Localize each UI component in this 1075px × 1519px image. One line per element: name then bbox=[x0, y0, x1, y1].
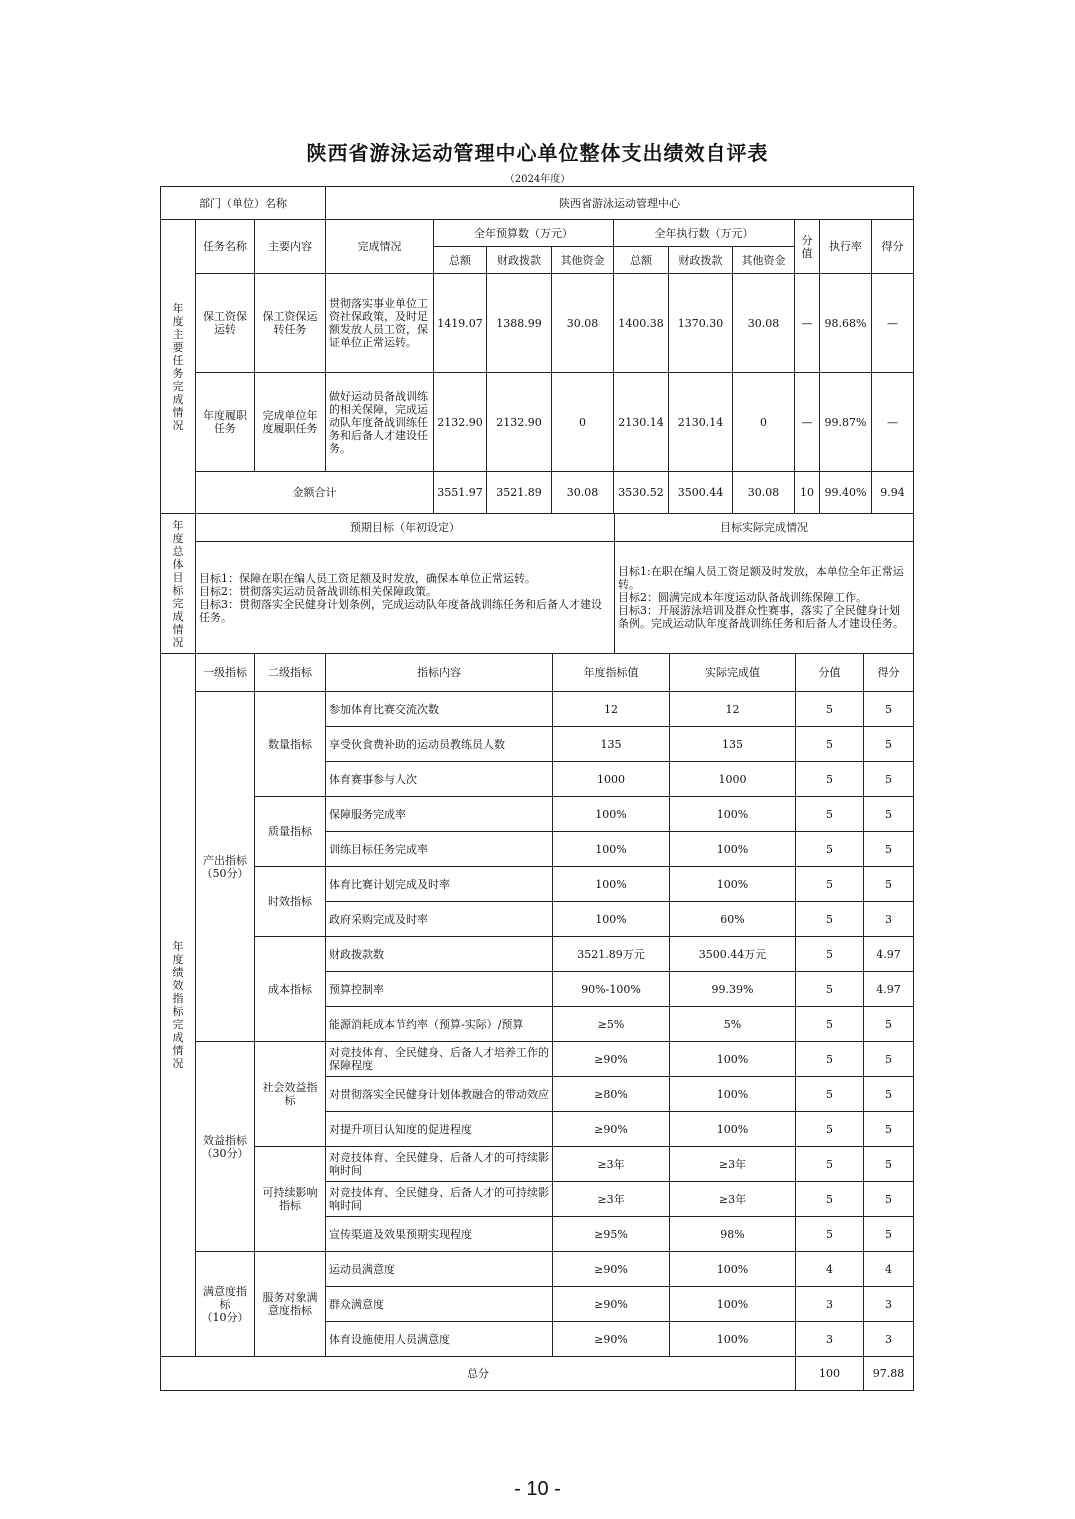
header-l2: 二级指标 bbox=[255, 654, 326, 692]
task-score: — bbox=[872, 373, 914, 472]
indicator-value: 3 bbox=[796, 1287, 864, 1322]
indicator-value: 5 bbox=[796, 1182, 864, 1217]
indicator-row bbox=[161, 1147, 914, 1182]
exec-fiscal: 1370.30 bbox=[669, 274, 733, 373]
indicator-value: 5 bbox=[796, 832, 864, 867]
l1-benefit: 效益指标 （30分） bbox=[196, 1042, 255, 1252]
task-name: 保工资保运转 bbox=[196, 274, 255, 373]
header-content: 指标内容 bbox=[326, 654, 553, 692]
indicator-score: 5 bbox=[864, 1217, 914, 1252]
indicator-value: 5 bbox=[796, 692, 864, 727]
indicator-content: 对竞技体育、全民健身、后备人才的可持续影响时间 bbox=[326, 1182, 553, 1217]
indicator-content: 享受伙食费补助的运动员教练员人数 bbox=[326, 727, 553, 762]
indicator-actual: 100% bbox=[670, 1287, 796, 1322]
task-score: — bbox=[872, 274, 914, 373]
indicator-value: 5 bbox=[796, 1112, 864, 1147]
indicator-content: 政府采购完成及时率 bbox=[326, 902, 553, 937]
indicator-content: 财政拨款数 bbox=[326, 937, 553, 972]
indicator-value: 4 bbox=[796, 1252, 864, 1287]
exec-other: 30.08 bbox=[733, 274, 795, 373]
indicator-row bbox=[161, 1042, 914, 1077]
header-l1: 一级指标 bbox=[196, 654, 255, 692]
actual-goal: 目标1:在职在编人员工资足额及时发放，本单位全年正常运转。 bbox=[618, 565, 904, 591]
indicator-content: 体育比赛计划完成及时率 bbox=[326, 867, 553, 902]
indicator-actual: 100% bbox=[670, 1042, 796, 1077]
indicator-target: 90%-100% bbox=[553, 972, 670, 1007]
indicator-target: 100% bbox=[553, 832, 670, 867]
indicator-value: 5 bbox=[796, 1077, 864, 1112]
indicator-score: 5 bbox=[864, 1042, 914, 1077]
header-exec-fiscal: 财政拨款 bbox=[669, 247, 733, 274]
l1-output: 产出指标 （50分） bbox=[196, 692, 255, 1042]
indicator-row bbox=[161, 797, 914, 832]
actual-goals bbox=[615, 542, 914, 654]
indicator-target: ≥5% bbox=[553, 1007, 670, 1042]
total-row bbox=[161, 1357, 914, 1391]
task-rate: 98.68% bbox=[820, 274, 872, 373]
indicator-score: 3 bbox=[864, 902, 914, 937]
sum-exec-other: 30.08 bbox=[733, 472, 795, 514]
total-score: 97.88 bbox=[864, 1357, 914, 1391]
expected-goal: 目标3：贯彻落实全民健身计划条例，完成运动队年度备战训练任务和后备人才建设任务。 bbox=[199, 597, 602, 624]
l2-sustainable: 可持续影响指标 bbox=[255, 1147, 326, 1252]
sum-label: 金额合计 bbox=[196, 472, 434, 514]
indicator-value: 5 bbox=[796, 867, 864, 902]
indicator-score: 4.97 bbox=[864, 937, 914, 972]
task-rate: 99.87% bbox=[820, 373, 872, 472]
header-target: 年度指标值 bbox=[553, 654, 670, 692]
indicator-content: 预算控制率 bbox=[326, 972, 553, 1007]
tasks-section-label: 年 度 主 要 任 务 完 成 情 况 bbox=[161, 220, 196, 514]
indicator-score: 5 bbox=[864, 867, 914, 902]
page-number: - 10 - bbox=[514, 1478, 561, 1500]
task-content: 保工资保运转任务 bbox=[255, 274, 326, 373]
actual-goal: 目标3：开展游泳培训及群众性赛事，落实了全民健身计划条例。完成运动队年度备战训练任务和后备人才建设任务。 bbox=[618, 604, 904, 630]
actual-goal: 目标2：圆满完成本年度运动队备战训练保障工作。 bbox=[618, 591, 867, 604]
indicator-target: ≥3年 bbox=[553, 1147, 670, 1182]
budget-fiscal: 1388.99 bbox=[487, 274, 552, 373]
expected-goals bbox=[196, 542, 615, 654]
l2-quality: 质量指标 bbox=[255, 797, 326, 867]
indicator-actual: 100% bbox=[670, 1322, 796, 1357]
l2-service-satisfaction: 服务对象满意度指标 bbox=[255, 1252, 326, 1357]
indicator-target: 12 bbox=[553, 692, 670, 727]
indicator-target: 135 bbox=[553, 727, 670, 762]
indicator-actual: 5% bbox=[670, 1007, 796, 1042]
indicator-content: 群众满意度 bbox=[326, 1287, 553, 1322]
header-budget-other: 其他资金 bbox=[552, 247, 614, 274]
task-completion: 贯彻落实事业单位工资社保政策，及时足额发放人员工资，保证单位正常运转。 bbox=[326, 274, 434, 373]
sum-score: 9.94 bbox=[872, 472, 914, 514]
indicator-target: ≥3年 bbox=[553, 1182, 670, 1217]
l2-quantity: 数量指标 bbox=[255, 692, 326, 797]
indicator-value: 5 bbox=[796, 1217, 864, 1252]
indicator-content: 训练目标任务完成率 bbox=[326, 832, 553, 867]
header-value: 分值 bbox=[796, 654, 864, 692]
task-content: 完成单位年度履职任务 bbox=[255, 373, 326, 472]
header-exec-other: 其他资金 bbox=[733, 247, 795, 274]
indicator-actual: 100% bbox=[670, 832, 796, 867]
indicator-content: 对竞技体育、全民健身、后备人才的可持续影响时间 bbox=[326, 1147, 553, 1182]
indicator-actual: 100% bbox=[670, 1252, 796, 1287]
header-completion: 完成情况 bbox=[326, 220, 434, 274]
indicator-actual: ≥3年 bbox=[670, 1182, 796, 1217]
indicator-value: 3 bbox=[796, 1322, 864, 1357]
header-actual: 实际完成值 bbox=[670, 654, 796, 692]
sum-exec-fiscal: 3500.44 bbox=[669, 472, 733, 514]
indicator-content: 对贯彻落实全民健身计划体教融合的带动效应 bbox=[326, 1077, 553, 1112]
indicator-target: 100% bbox=[553, 797, 670, 832]
total-label: 总分 bbox=[161, 1357, 796, 1391]
indicator-value: 5 bbox=[796, 797, 864, 832]
expected-goals-header: 预期目标（年初设定） bbox=[196, 514, 615, 542]
indicator-score: 5 bbox=[864, 797, 914, 832]
indicator-value: 5 bbox=[796, 937, 864, 972]
header-score-value: 分值 bbox=[795, 220, 820, 274]
indicator-row bbox=[161, 692, 914, 727]
header-exec-group: 全年执行数（万元） bbox=[614, 220, 795, 247]
indicator-score: 4 bbox=[864, 1252, 914, 1287]
budget-other: 30.08 bbox=[552, 274, 614, 373]
indicator-score: 5 bbox=[864, 727, 914, 762]
indicators-table bbox=[160, 653, 914, 1391]
indicators-section-label: 年 度 绩 效 指 标 完 成 情 况 bbox=[161, 654, 196, 1357]
task-name: 年度履职任务 bbox=[196, 373, 255, 472]
sum-budget-other: 30.08 bbox=[552, 472, 614, 514]
indicator-actual: 60% bbox=[670, 902, 796, 937]
header-budget-fiscal: 财政拨款 bbox=[487, 247, 552, 274]
indicator-score: 5 bbox=[864, 832, 914, 867]
l2-cost: 成本指标 bbox=[255, 937, 326, 1042]
unit-value: 陕西省游泳运动管理中心 bbox=[326, 187, 914, 220]
exec-fiscal: 2130.14 bbox=[669, 373, 733, 472]
indicator-actual: 100% bbox=[670, 1077, 796, 1112]
indicator-score: 5 bbox=[864, 692, 914, 727]
header-main-content: 主要内容 bbox=[255, 220, 326, 274]
header-exec-total: 总额 bbox=[614, 247, 669, 274]
indicator-target: ≥90% bbox=[553, 1112, 670, 1147]
indicator-target: ≥80% bbox=[553, 1077, 670, 1112]
indicator-actual: 98% bbox=[670, 1217, 796, 1252]
task-completion: 做好运动员备战训练的相关保障，完成运动队年度备战训练任务和后备人才建设任务。 bbox=[326, 373, 434, 472]
report-year: （2024年度） bbox=[504, 174, 571, 185]
indicator-value: 5 bbox=[796, 972, 864, 1007]
exec-total: 1400.38 bbox=[614, 274, 669, 373]
expected-goal: 目标1：保障在职在编人员工资足额及时发放，确保本单位正常运转。 bbox=[199, 571, 536, 585]
indicator-score: 3 bbox=[864, 1287, 914, 1322]
indicator-row bbox=[161, 867, 914, 902]
task-row bbox=[161, 373, 914, 472]
indicator-score: 5 bbox=[864, 1007, 914, 1042]
indicator-actual: 1000 bbox=[670, 762, 796, 797]
sum-exec-total: 3530.52 bbox=[614, 472, 669, 514]
indicator-content: 宣传渠道及效果预期实现程度 bbox=[326, 1217, 553, 1252]
indicator-actual: 100% bbox=[670, 1112, 796, 1147]
indicator-value: 5 bbox=[796, 762, 864, 797]
indicator-actual: ≥3年 bbox=[670, 1147, 796, 1182]
indicator-value: 5 bbox=[796, 902, 864, 937]
indicator-actual: 100% bbox=[670, 867, 796, 902]
indicator-actual: 99.39% bbox=[670, 972, 796, 1007]
budget-total: 1419.07 bbox=[434, 274, 487, 373]
indicator-actual: 100% bbox=[670, 797, 796, 832]
indicator-content: 参加体育比赛交流次数 bbox=[326, 692, 553, 727]
indicator-content: 对提升项目认知度的促进程度 bbox=[326, 1112, 553, 1147]
indicator-target: 3521.89万元 bbox=[553, 937, 670, 972]
exec-total: 2130.14 bbox=[614, 373, 669, 472]
indicator-content: 运动员满意度 bbox=[326, 1252, 553, 1287]
sum-budget-fiscal: 3521.89 bbox=[487, 472, 552, 514]
total-value: 100 bbox=[796, 1357, 864, 1391]
l2-social-benefit: 社会效益指标 bbox=[255, 1042, 326, 1147]
budget-other: 0 bbox=[552, 373, 614, 472]
indicator-content: 体育设施使用人员满意度 bbox=[326, 1322, 553, 1357]
indicator-target: ≥90% bbox=[553, 1322, 670, 1357]
header-budget-group: 全年预算数（万元） bbox=[434, 220, 614, 247]
indicator-value: 5 bbox=[796, 1042, 864, 1077]
indicator-score: 5 bbox=[864, 1182, 914, 1217]
indicator-value: 5 bbox=[796, 1007, 864, 1042]
header-budget-total: 总额 bbox=[434, 247, 487, 274]
task-row bbox=[161, 274, 914, 373]
indicator-content: 保障服务完成率 bbox=[326, 797, 553, 832]
exec-other: 0 bbox=[733, 373, 795, 472]
goals-table bbox=[160, 513, 914, 654]
unit-label: 部门（单位）名称 bbox=[161, 187, 326, 220]
indicator-actual: 12 bbox=[670, 692, 796, 727]
indicator-actual: 135 bbox=[670, 727, 796, 762]
indicator-score: 5 bbox=[864, 762, 914, 797]
indicator-score: 5 bbox=[864, 1147, 914, 1182]
task-score-value: — bbox=[795, 274, 820, 373]
l2-timeliness: 时效指标 bbox=[255, 867, 326, 937]
header-rate: 执行率 bbox=[820, 220, 872, 274]
indicator-target: ≥90% bbox=[553, 1252, 670, 1287]
indicator-score: 3 bbox=[864, 1322, 914, 1357]
goals-section-label: 年 度 总 体 目 标 完 成 情 况 bbox=[161, 514, 196, 654]
sum-score-value: 10 bbox=[795, 472, 820, 514]
task-score-value: — bbox=[795, 373, 820, 472]
indicator-value: 5 bbox=[796, 727, 864, 762]
budget-total: 2132.90 bbox=[434, 373, 487, 472]
indicator-content: 对竞技体育、全民健身、后备人才培养工作的保障程度 bbox=[326, 1042, 553, 1077]
sum-rate: 99.40% bbox=[820, 472, 872, 514]
indicator-target: 100% bbox=[553, 902, 670, 937]
header-task-name: 任务名称 bbox=[196, 220, 255, 274]
header-score: 得分 bbox=[872, 220, 914, 274]
budget-fiscal: 2132.90 bbox=[487, 373, 552, 472]
indicator-target: ≥90% bbox=[553, 1042, 670, 1077]
indicator-target: 1000 bbox=[553, 762, 670, 797]
header-score: 得分 bbox=[864, 654, 914, 692]
tasks-table bbox=[160, 186, 914, 514]
indicator-content: 能源消耗成本节约率（预算-实际）/预算 bbox=[326, 1007, 553, 1042]
page-title: 陕西省游泳运动管理中心单位整体支出绩效自评表 bbox=[306, 141, 769, 165]
indicator-content: 体育赛事参与人次 bbox=[326, 762, 553, 797]
l1-satisfaction: 满意度指标 （10分） bbox=[196, 1252, 255, 1357]
indicator-score: 4.97 bbox=[864, 972, 914, 1007]
indicator-target: ≥95% bbox=[553, 1217, 670, 1252]
task-sum-row bbox=[161, 472, 914, 514]
indicator-target: ≥90% bbox=[553, 1287, 670, 1322]
indicator-value: 5 bbox=[796, 1147, 864, 1182]
sum-budget-total: 3551.97 bbox=[434, 472, 487, 514]
indicator-score: 5 bbox=[864, 1077, 914, 1112]
actual-goals-header: 目标实际完成情况 bbox=[615, 514, 914, 542]
indicator-actual: 3500.44万元 bbox=[670, 937, 796, 972]
indicator-target: 100% bbox=[553, 867, 670, 902]
indicator-row bbox=[161, 1252, 914, 1287]
indicator-row bbox=[161, 937, 914, 972]
expected-goal: 目标2：贯彻落实运动员备战训练相关保障政策。 bbox=[199, 584, 437, 598]
indicator-score: 5 bbox=[864, 1112, 914, 1147]
